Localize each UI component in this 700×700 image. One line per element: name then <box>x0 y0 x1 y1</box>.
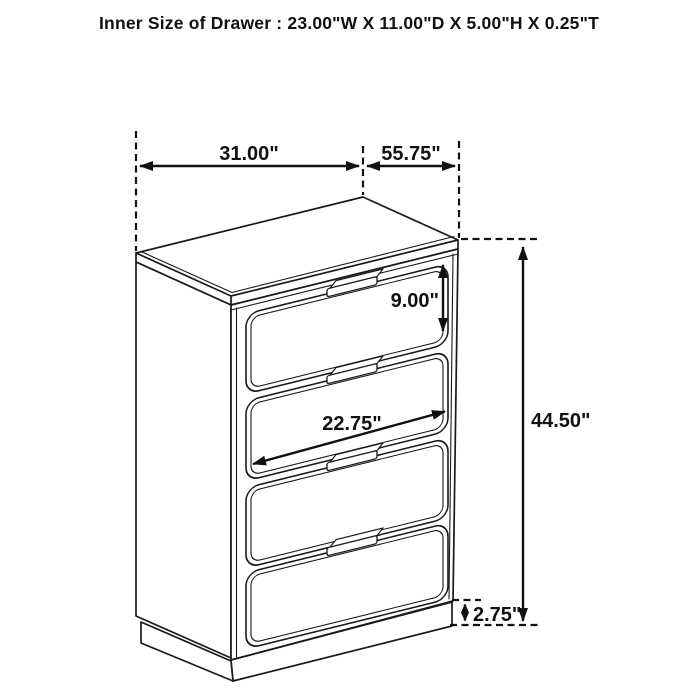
dim-drawer-width-label: 22.75" <box>322 413 382 435</box>
chest-drawing <box>136 197 458 681</box>
dim-drawer-height-label: 9.00" <box>390 290 439 312</box>
drawer-stack <box>246 253 448 649</box>
dim-top-width <box>140 143 359 166</box>
dim-base-height-label: 2.75" <box>473 604 522 626</box>
page-title: Inner Size of Drawer : 23.00"W X 11.00"D X 5.00"H X 0.25"T <box>99 13 599 33</box>
dim-top-width-label: 31.00" <box>219 143 279 165</box>
chest-side-panel <box>136 262 231 658</box>
dim-overall-height <box>523 247 591 621</box>
dim-top-depth-label: 55.75" <box>381 143 441 165</box>
dim-base-height <box>465 604 521 626</box>
dim-top-depth <box>367 143 455 166</box>
dim-overall-height-label: 44.50" <box>531 410 591 432</box>
